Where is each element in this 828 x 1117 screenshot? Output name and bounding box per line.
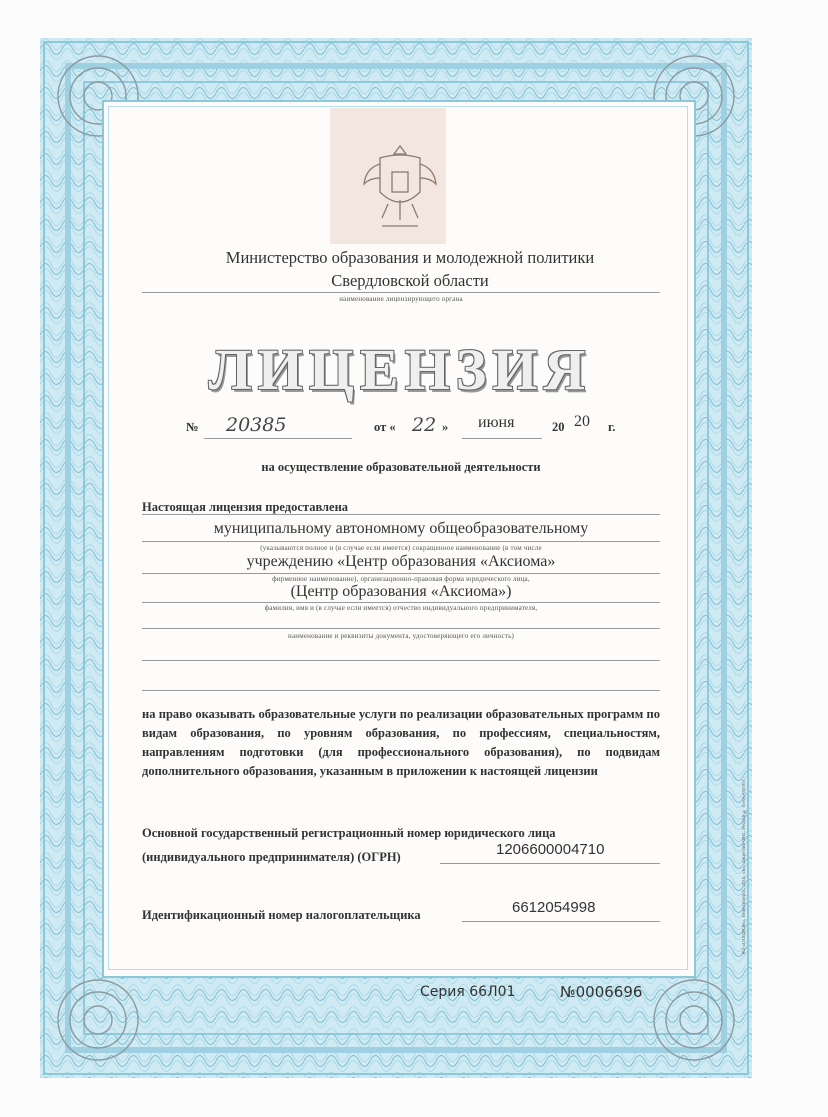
grantee-line1: муниципальному автономному общеобразовательному xyxy=(213,520,589,537)
grantee-line3-underline xyxy=(142,602,660,603)
ministry-underline xyxy=(142,292,660,293)
rights-text: на право оказывать образовательные услуги по реализации образовательных программ по видам образования, по уровням образования, по профессиям, специальностям, направлениям подготовки (для профессионального образования), по подвидам дополнительного образования, указанным в приложении к настоящей лицензии xyxy=(142,707,660,778)
grantee-line3: (Центр образования «Аксиома») xyxy=(290,583,512,600)
ministry-line1: Министерство образования и молодежной политики xyxy=(225,248,595,267)
grantee-label-underline xyxy=(142,514,660,515)
ogrn-value: 1206600004710 xyxy=(496,841,605,858)
inn-label: Идентификационный номер налогоплательщика xyxy=(142,908,421,922)
date-from-label: от « xyxy=(374,420,396,434)
ministry-name xyxy=(180,246,640,292)
ministry-caption: наименование лицензирующего органа xyxy=(339,295,463,303)
grantee-caption4: наименование и реквизиты документа, удостоверяющего его личность) xyxy=(288,632,514,640)
year-prefix: 20 xyxy=(552,420,565,434)
license-month: июня xyxy=(478,414,515,431)
grantee-line2-underline xyxy=(142,573,660,574)
grantee-caption1: (указываются полное и (в случае если имеется) сокращенное наименование (в том числе xyxy=(260,544,542,552)
license-purpose: на осуществление образовательной деятельности xyxy=(261,460,541,474)
license-number-label: № xyxy=(186,420,199,434)
date-day-close: » xyxy=(442,420,449,434)
ogrn-underline xyxy=(440,863,660,864)
ogrn-label-line2: (индивидуального предпринимателя) (ОГРН) xyxy=(142,850,401,864)
license-number-underline xyxy=(204,438,352,439)
blank-line-3 xyxy=(142,690,660,691)
series-value: 66Л01 xyxy=(469,984,516,1000)
coat-of-arms-icon xyxy=(360,138,440,239)
license-number: 20385 xyxy=(226,414,287,436)
grantee-caption3: фамилия, имя и (в случае если имеется) отчество индивидуального предпринимателя, xyxy=(264,604,538,612)
year-suffix: 20 xyxy=(574,413,590,430)
blank-line-1 xyxy=(142,628,660,629)
page-title: ЛИЦЕНЗИЯ xyxy=(208,337,592,402)
year-unit: г. xyxy=(608,420,616,434)
blank-line-2 xyxy=(142,660,660,661)
series-label: Серия xyxy=(420,984,465,1000)
license-day: 22 xyxy=(412,414,437,436)
ogrn-label-line1: Основной государственный регистрационный номер юридического лица xyxy=(142,826,556,840)
ministry-line2: Свердловской области xyxy=(331,271,489,290)
inn-underline xyxy=(462,921,660,922)
grantee-caption2: фирменное наименование), организационно-правовая форма юридического лица, xyxy=(272,575,530,583)
month-underline xyxy=(462,438,542,439)
blank-number-value: 0006696 xyxy=(575,983,643,1001)
inn-value: 6612054998 xyxy=(512,899,596,916)
grantee-label: Настоящая лицензия предоставлена xyxy=(142,500,349,514)
grantee-line1-underline xyxy=(142,541,660,542)
grantee-line2: учреждению «Центр образования «Аксиома» xyxy=(246,553,556,570)
printer-imprint: АО «ОПЦИОН», Новосибирск, 2016, «Б», Лицензия ФНС России № 05-05-09/003 xyxy=(742,780,747,955)
blank-number-label: № xyxy=(560,983,576,1001)
